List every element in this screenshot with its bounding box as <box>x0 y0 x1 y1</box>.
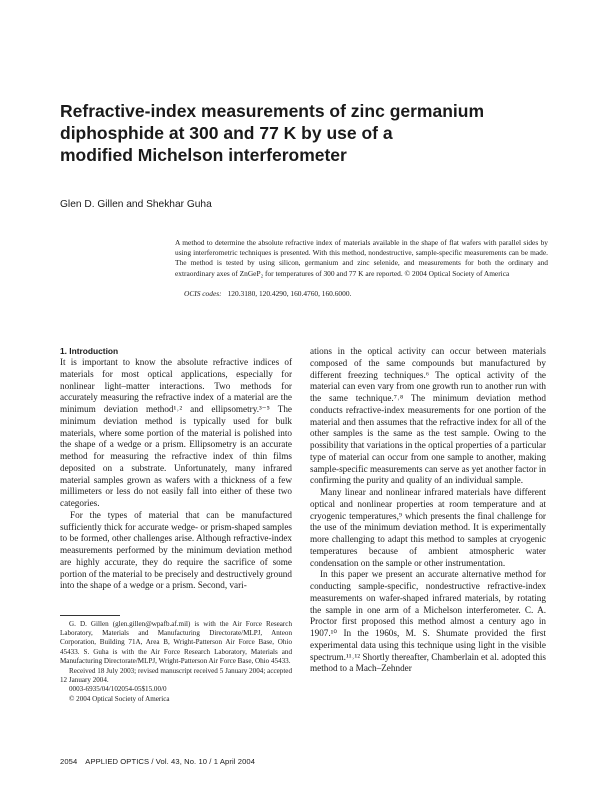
title-line: diphosphide at 300 and 77 K by use of a <box>60 123 393 143</box>
ocis-codes <box>184 289 351 299</box>
authors: Glen D. Gillen and Shekhar Guha <box>60 199 212 210</box>
title-line: Refractive-index measurements of zinc germanium <box>60 101 485 121</box>
body-paragraph: For the types of material that can be manufactured sufficiently thick for accurate wedge- or prism-shaped samples to be formed, other challenges arise. Although refractive-index measurements performed by the minimum deviation method are highly accurate, they do require the sacrifice of some portion of the material to be precisely and destructively ground into the shape of a wedge or a prism. Second, vari- <box>60 509 292 591</box>
page-number: 2054 <box>60 757 78 766</box>
affiliation-footnote: G. D. Gillen (glen.gillen@wpafb.af.mil) is with the Air Force Research Laboratory, Materials and Manufacturing Directorate/MLPJ, Anteon Corporation, Building 71A, Area B, Wright-Patterson Air Force Base, Ohio 45433. S. Guha is with the Air Force Research Laboratory, Materials and Manufacturing Directorate/MLPJ, Wright-Patterson Air Force Base, Ohio 45433. <box>60 620 292 665</box>
right-column <box>310 346 546 675</box>
footnotes <box>60 620 292 704</box>
abstract: A method to determine the absolute refractive index of materials available in the shape of flat wafers with parallel sides by using interferometric techniques is presented. With this method, nondestructive, sample-specific measurements can be made. The method is tested by using silicon, germanium and zinc selenide, and measurements for both the ordinary and extraordinary axes of ZnGeP₂ for temperatures of 300 and 77 K are reported. © 2004 Optical Society of America <box>175 238 548 278</box>
copyright-footnote: © 2004 Optical Society of America <box>69 694 170 703</box>
body-paragraph: It is important to know the absolute refractive indices of materials for most optical applications, especially for nonlinear light–matter interactions. Two methods for accurately measuring the refractive index of a material are the minimum deviation method¹˒² and ellipsometry.³⁻⁵ The minimum deviation method is typically used for bulk materials, where some portion of the material is polished into the shape of a wedge or a prism. Ellipsometry is an accurate method for measuring the refractive index of thin films deposited on a substrate. Unfortunately, many infrared material samples grown as wafers with a thickness of a few millimeters or less do not easily fall into either of these two categories. <box>60 357 292 508</box>
body-paragraph: In this paper we present an accurate alternative method for conducting sample-specific, nondestructive refractive-index measurements on wafer-shaped infrared materials, by rotating the sample in one arm of a Michelson interferometer. C. A. Proctor first proposed this method almost a century ago in 1907.¹⁰ In the 1960s, M. S. Shumate provided the first experimental data using this technique using light in the visible spectrum.¹¹˒¹² Shortly thereafter, Chamberlain et al. adopted this method to a Mach–Zehnder <box>310 569 546 674</box>
title-line: modified Michelson interferometer <box>60 145 347 165</box>
footnote-divider <box>60 615 120 616</box>
page-footer <box>60 757 255 766</box>
section-heading: 1. Introduction <box>60 346 119 356</box>
received-footnote: Received 18 July 2003; revised manuscript received 5 January 2004; accepted 12 January 2004. <box>60 667 292 685</box>
journal-citation: APPLIED OPTICS / Vol. 43, No. 10 / 1 April 2004 <box>85 757 256 766</box>
left-column <box>60 346 292 592</box>
ocis-values: 120.3180, 120.4290, 160.4760, 160.6000. <box>227 289 352 298</box>
ocis-label: OCIS codes: <box>184 289 222 298</box>
article-title <box>60 100 530 166</box>
body-paragraph: ations in the optical activity can occur between materials composed of the same compounds but manufactured by different freezing techniques.⁶ The optical activity of the material can even vary from one growth run to another run with the same technique.⁷˒⁸ The minimum deviation method conducts refractive-index measurements for one portion of the material and then assumes that the refractive index for all of the other samples is the same as the test sample. Owing to the possibility that variations in the optical properties of a particular type of material can occur from one sample to another, making sample-specific measurements can serve as yet another factor in confirming the purity and quality of an individual sample. <box>310 346 547 486</box>
body-paragraph: Many linear and nonlinear infrared materials have different optical and nonlinear properties at room temperature and at cryogenic temperatures,⁹ which presents the final challenge for the use of the minimum deviation method. It is experimentally more challenging to adapt this method to samples at cryogenic temperatures because of ambient atmospheric water condensation on the sample or other instrumentation. <box>310 487 546 568</box>
issn-footnote: 0003-6935/04/102054-05$15.00/0 <box>69 685 167 694</box>
